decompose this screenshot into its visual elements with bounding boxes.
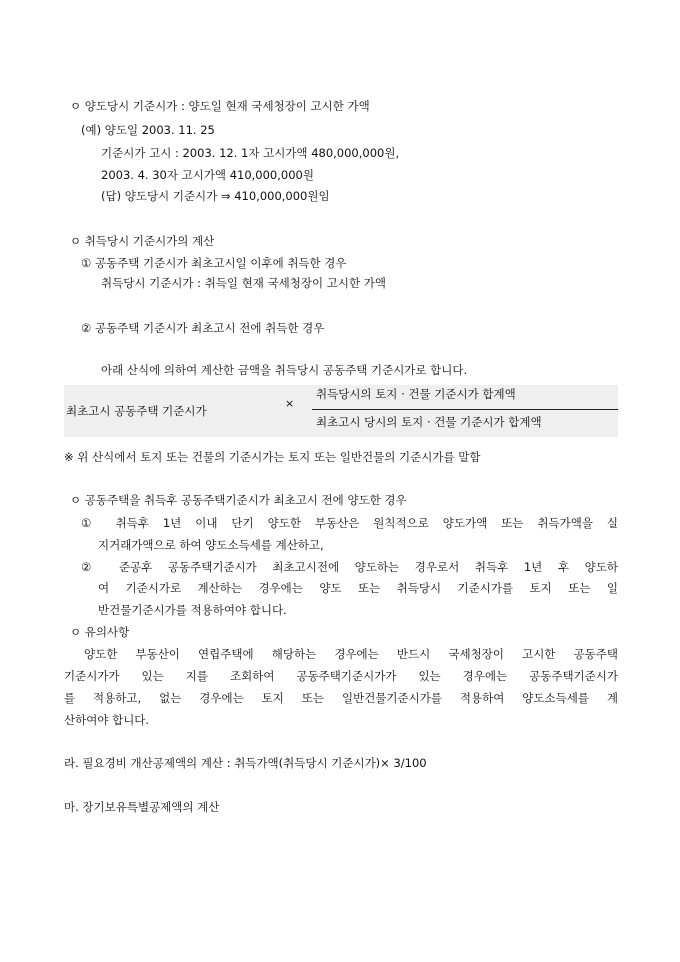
sec1-example-line2: 2003. 4. 30자 고시가액 410,000,000원: [101, 168, 314, 182]
sec2-bullet: ㅇ 취득당시 기준시가의 계산: [70, 234, 215, 248]
section-ra: 라. 필요경비 개산공제액의 계산 : 취득가액(취득당시 기준시가)× 3/100: [64, 756, 427, 770]
formula-numerator: 취득당시의 토지 · 건물 기준시가 합계액: [316, 387, 516, 401]
formula-box: [64, 385, 618, 437]
sec2-case1-text: 취득당시 기준시가 : 취득일 현재 국세청장이 고시한 가액: [101, 276, 386, 290]
sec3-item2-line3: 반건물기준시가를 적용하여야 합니다.: [98, 603, 287, 617]
sec2-case2: ② 공동주택 기준시가 최초고시 전에 취득한 경우: [81, 321, 325, 335]
formula-times: ×: [285, 397, 295, 410]
sec2-case2-text: 아래 산식에 의하여 계산한 금액을 취득당시 공동주택 기준시가로 합니다.: [101, 363, 468, 377]
sec4-line2: 기준시가가 있는 지를 조회하여 공동주택기준시가가 있는 경우에는 공동주택기준시가: [64, 669, 618, 683]
sec3-item1-line2: 지거래가액으로 하여 양도소득세를 계산하고,: [98, 538, 324, 552]
sec3-item1-line1: ① 취득후 1년 이내 단기 양도한 부동산은 원칙적으로 양도가액 또는 취득가액을 실: [81, 516, 618, 530]
sec3-bullet: ㅇ 공동주택을 취득후 공동주택기준시가 최초고시 전에 양도한 경우: [70, 493, 407, 507]
sec1-example-answer: (답) 양도당시 기준시가 ⇒ 410,000,000원임: [101, 189, 330, 203]
sec4-line4: 산하여야 합니다.: [64, 713, 150, 727]
sec4-line1: 양도한 부동산이 연립주택에 해당하는 경우에는 반드시 국세청장이 고시한 공동주택: [84, 647, 618, 661]
section-ma: 마. 장기보유특별공제액의 계산: [64, 800, 220, 814]
sec4-line3: 를 적용하고, 없는 경우에는 토지 또는 일반건물기준시가를 적용하여 양도소득세를 계: [64, 691, 618, 705]
sec4-bullet: ㅇ 유의사항: [70, 625, 130, 639]
formula-note: ※ 위 산식에서 토지 또는 건물의 기준시가는 토지 또는 일반건물의 기준시가를 말함: [64, 450, 481, 464]
sec1-example: (예) 양도일 2003. 11. 25: [81, 123, 215, 137]
sec1-example-line1: 기준시가 고시 : 2003. 12. 1자 고시가액 480,000,000원,: [101, 146, 400, 160]
fraction-bar: [312, 409, 618, 410]
sec3-item2-line1: ② 준공후 공동주택기준시가 최초고시전에 양도하는 경우로서 취득후 1년 후 양도하: [81, 560, 618, 574]
sec3-item2-line2: 여 기준시가로 계산하는 경우에는 양도 또는 취득당시 기준시가를 토지 또는 일: [98, 581, 618, 595]
formula-lhs: 최초고시 공동주택 기준시가: [66, 404, 207, 418]
formula-denominator: 최초고시 당시의 토지 · 건물 기준시가 합계액: [316, 415, 542, 429]
sec1-bullet: ㅇ 양도당시 기준시가 : 양도일 현재 국세청장이 고시한 가액: [70, 99, 370, 113]
sec2-case1: ① 공동주택 기준시가 최초고시일 이후에 취득한 경우: [81, 256, 347, 270]
